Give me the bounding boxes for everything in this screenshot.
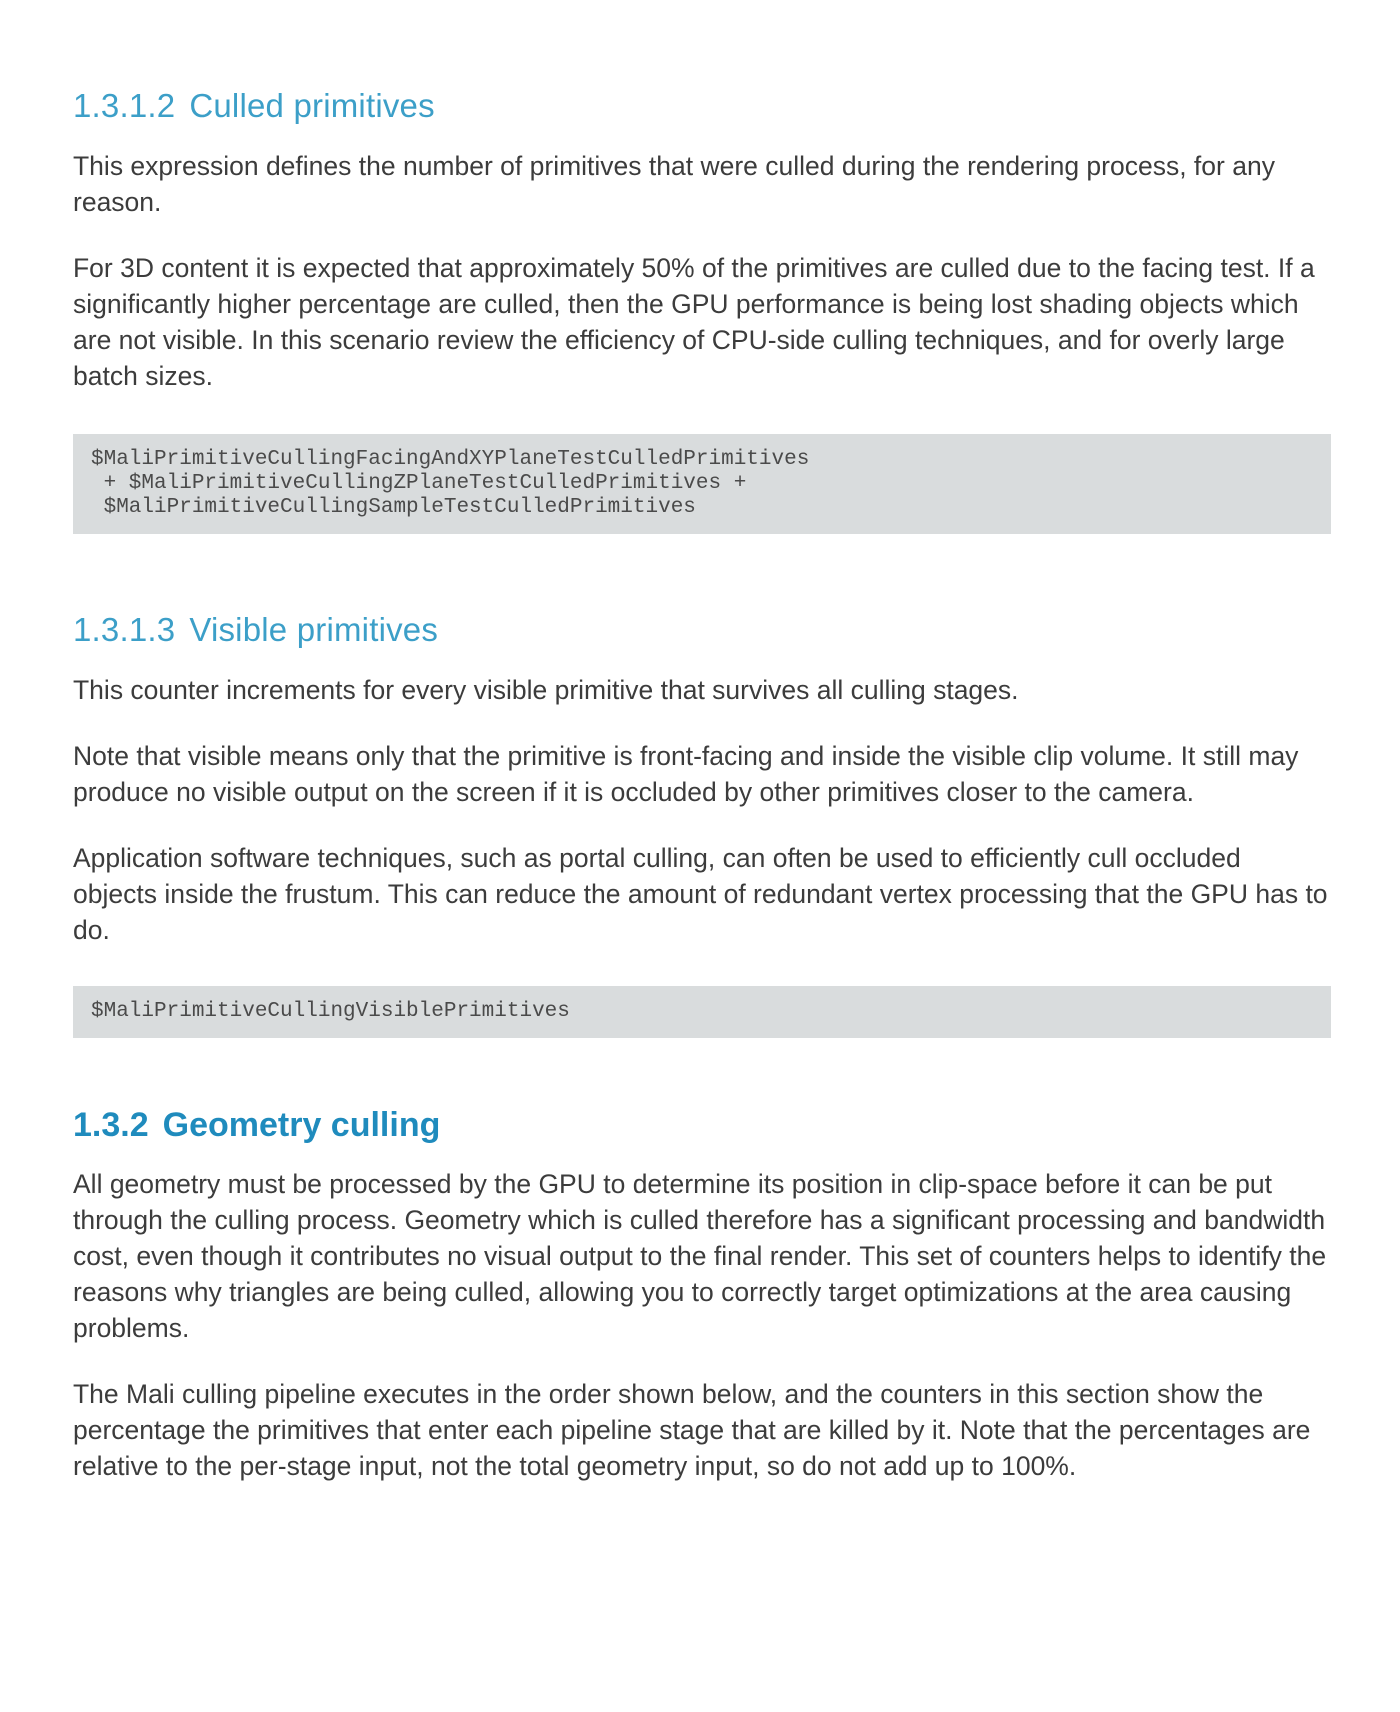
code-line: + $MaliPrimitiveCullingZPlaneTestCulledPrimitives + (91, 472, 747, 495)
paragraph: For 3D content it is expected that approximately 50% of the primitives are culled due to the facing test. If a significantly higher percentage are culled, then the GPU performance is being lost shading objects which are not visible. In this scenario review the efficiency of CPU-side culling techniques, and for overly large batch sizes. (73, 253, 1315, 391)
paragraph: All geometry must be processed by the GPU to determine its position in clip-space before it can be put through the culling process. Geometry which is culled therefore has a significant processing and bandwidth cost, even though it contributes no visual output to the final render. This set of counters helps to identify the reasons why triangles are being culled, allowing you to correctly target optimizations at the area causing problems. (73, 1169, 1327, 1343)
heading-geometry-culling (73, 1104, 1331, 1146)
heading-title: Geometry culling (162, 1106, 441, 1144)
code-line: $MaliPrimitiveCullingFacingAndXYPlaneTestCulledPrimitives (91, 448, 810, 471)
heading-number: 1.3.1.3 (73, 611, 176, 648)
paragraph: This counter increments for every visible primitive that survives all culling stages. (73, 675, 1019, 705)
paragraph: Application software techniques, such as portal culling, can often be used to efficiently cull occluded objects inside the frustum. This can reduce the amount of redundant vertex processing that the GPU has to do. (73, 843, 1328, 945)
heading-title: Visible primitives (189, 611, 439, 648)
code-line: $MaliPrimitiveCullingSampleTestCulledPrimitives (91, 496, 696, 519)
heading-title: Culled primitives (189, 87, 435, 124)
heading-number: 1.3.1.2 (73, 87, 176, 124)
heading-culled-primitives (73, 86, 1331, 126)
code-block (73, 434, 1331, 534)
document-page (73, 86, 1331, 1484)
paragraph: The Mali culling pipeline executes in the order shown below, and the counters in this section show the percentage the primitives that enter each pipeline stage that are killed by it. Note that the percentages are relative to the per-stage input, not the total geometry input, so do not add up to 100%. (73, 1379, 1311, 1481)
paragraph: This expression defines the number of primitives that were culled during the rendering process, for any reason. (73, 151, 1275, 217)
heading-visible-primitives (73, 610, 1331, 650)
code-line: $MaliPrimitiveCullingVisiblePrimitives (91, 1000, 570, 1023)
heading-number: 1.3.2 (73, 1106, 149, 1144)
code-block (73, 986, 1331, 1038)
paragraph: Note that visible means only that the primitive is front-facing and inside the visible clip volume. It still may produce no visible output on the screen if it is occluded by other primitives closer to the camera. (73, 741, 1299, 807)
